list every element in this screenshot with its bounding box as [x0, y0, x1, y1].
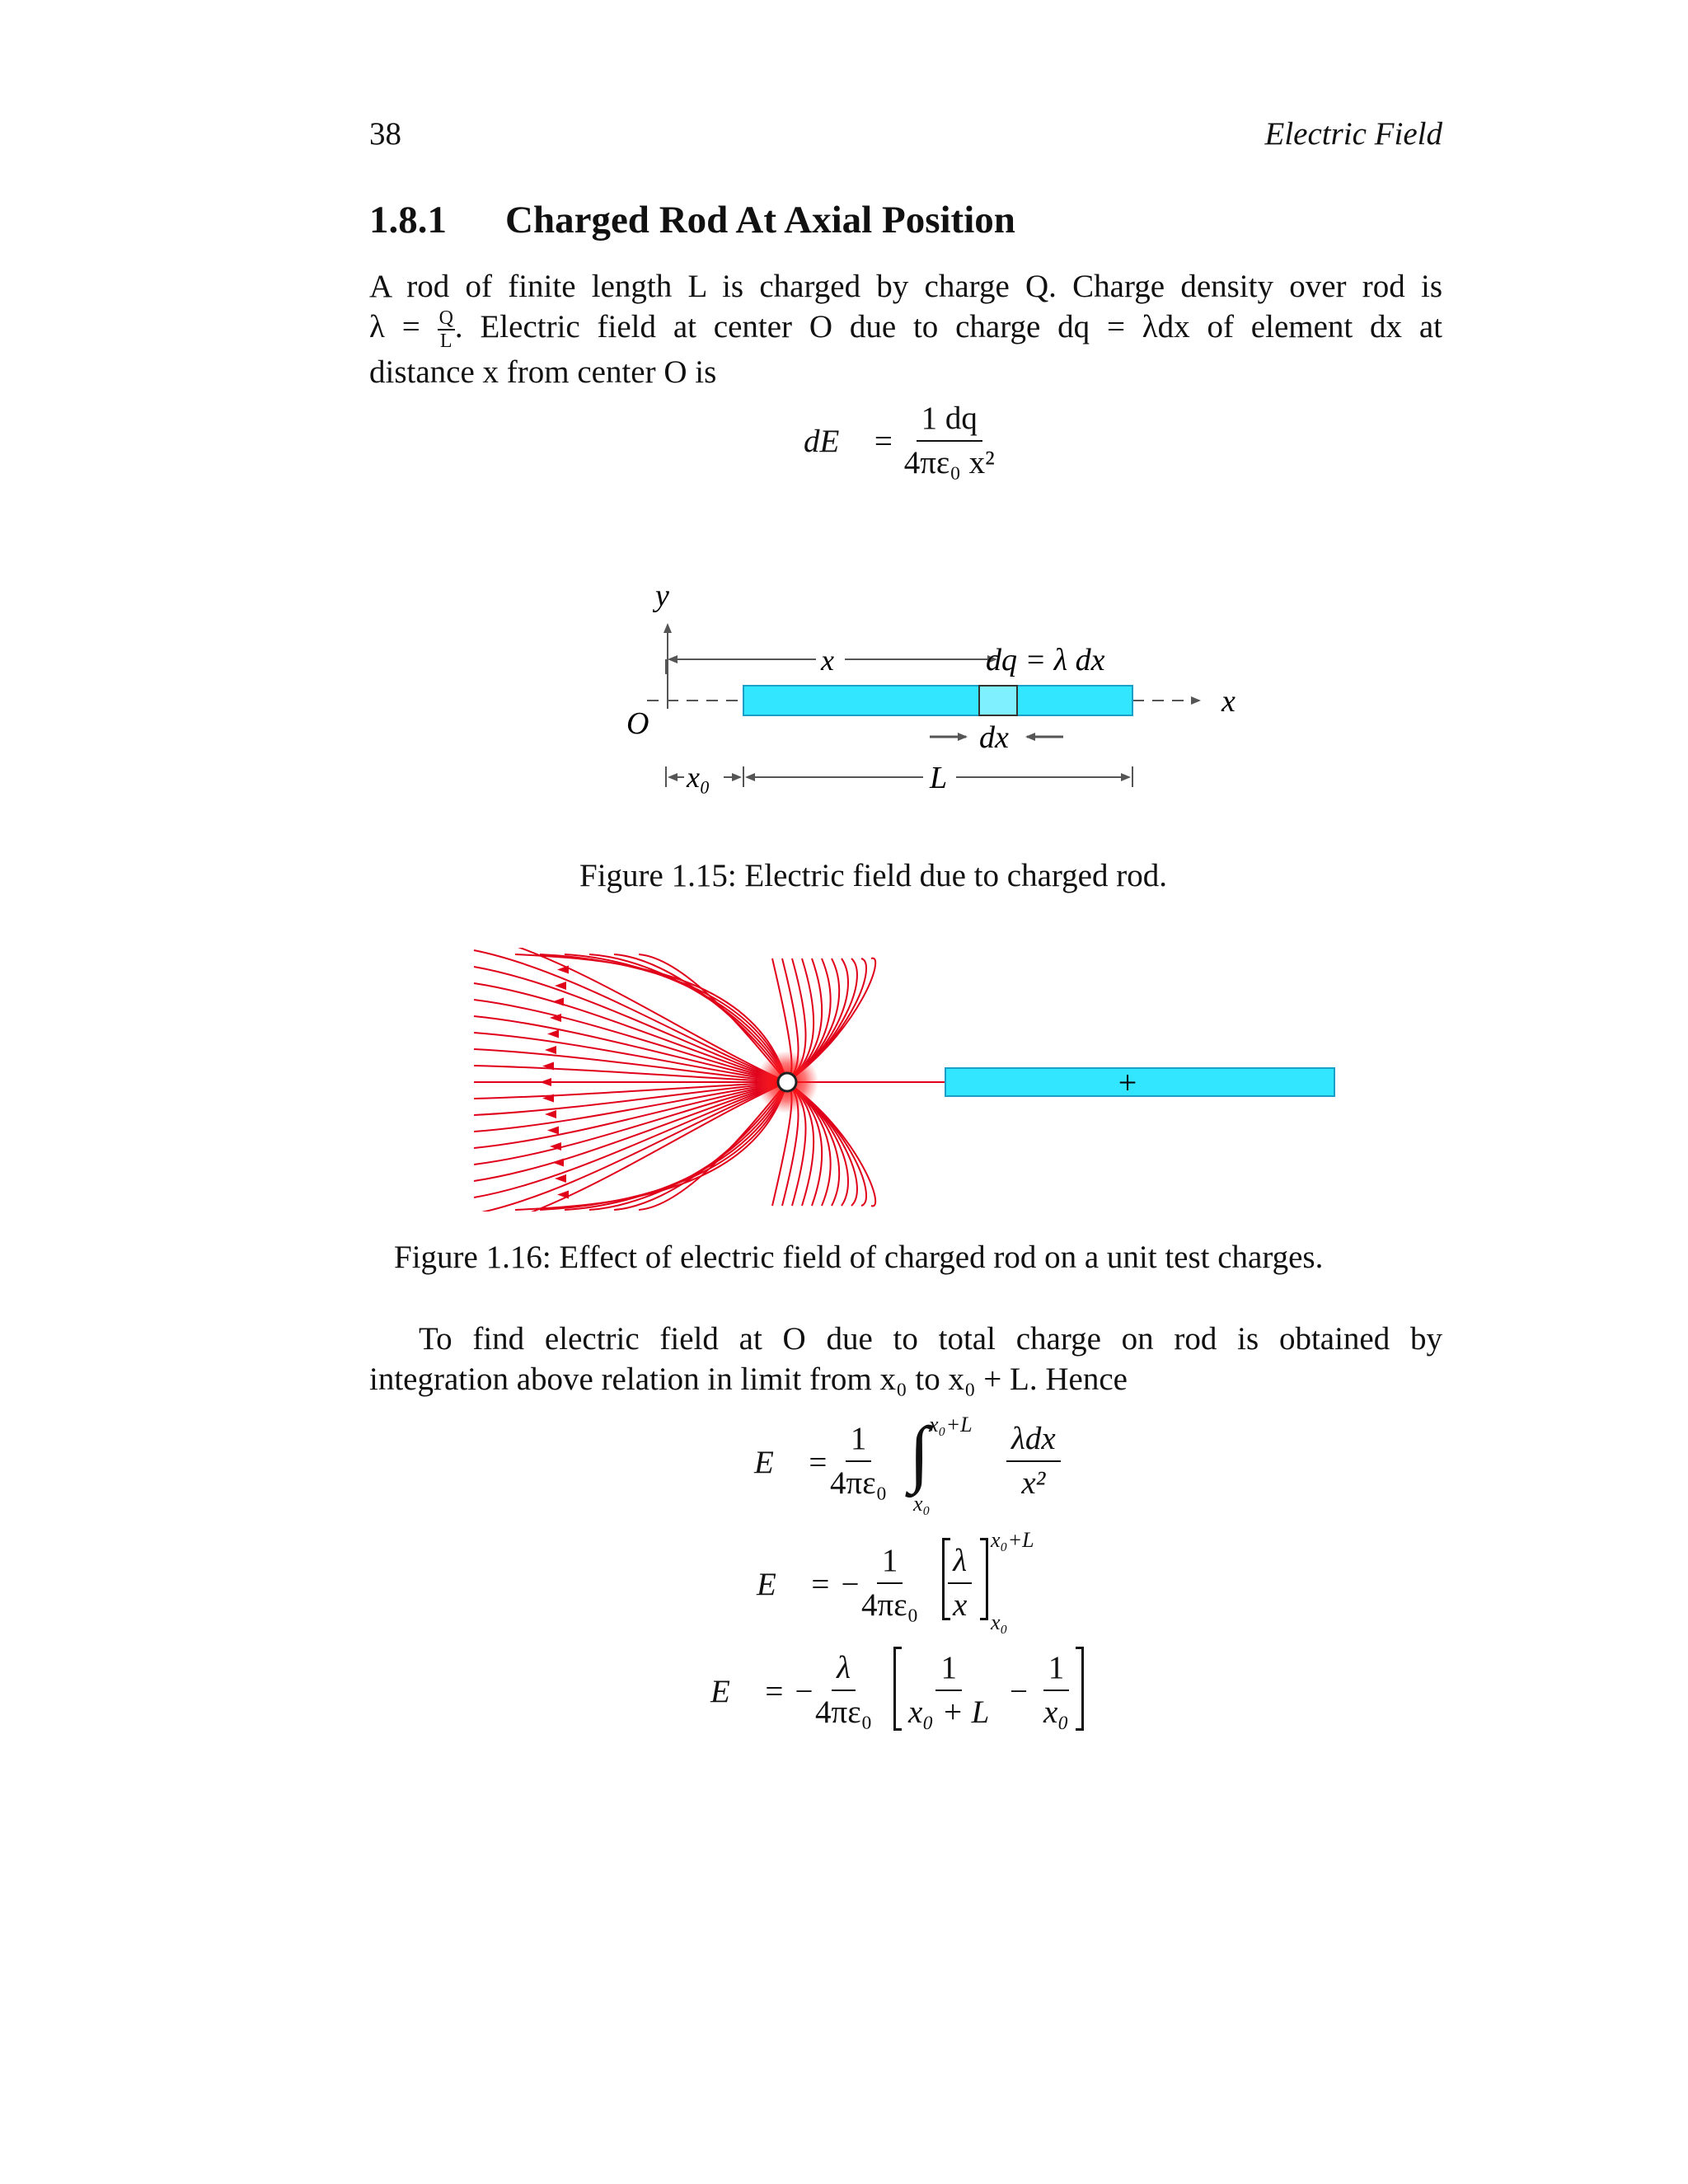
field-arrowhead — [545, 1110, 556, 1118]
eq4-term1-num: 1 — [935, 1648, 962, 1691]
eq4-term1-den: x₀ + L — [908, 1694, 990, 1730]
field-arrowhead — [557, 1191, 569, 1199]
eq2-integrand-num: λdx — [1006, 1419, 1061, 1462]
eq4-term2-num: 1 — [1043, 1648, 1070, 1691]
eq4-numerator: λ — [832, 1648, 856, 1691]
unit-test-charge — [778, 1073, 796, 1091]
body-line-2: integration above relation in limit from x₀ to x₀ + L. Hence — [369, 1361, 1128, 1397]
page-number: 38 — [369, 116, 401, 152]
eq1-lhs: dE⃗ = — [804, 423, 894, 459]
dx-label: dx — [979, 720, 1009, 755]
intro-line-3: distance x from center O is — [369, 354, 717, 391]
field-arrowhead — [557, 966, 569, 974]
eq4-lhs: E⃗ = − — [710, 1674, 815, 1709]
field-arrowhead — [545, 1046, 556, 1054]
eq2-lhs: E⃗ = — [754, 1445, 829, 1480]
body-paragraph — [369, 1319, 1442, 1399]
charged-rod — [743, 686, 1132, 715]
L-label: L — [930, 761, 948, 795]
intro-line-1: A rod of finite length L is charged by charge Q. Charge density over rod is — [369, 269, 1442, 304]
x-distance-label: x — [821, 644, 834, 677]
dq-label: dq = λ dx — [986, 643, 1105, 677]
field-arrowhead — [547, 1127, 559, 1135]
eq1-denominator: 4πε₀ x² — [903, 445, 995, 480]
body-line-1: To find electric field at O due to total charge on rod is obtained by — [419, 1321, 1442, 1357]
eq3-bracket-num: λ — [948, 1541, 972, 1584]
eq1-numerator: 1 dq — [917, 399, 982, 442]
figure-1-15-diagram — [0, 0, 1688, 865]
y-label: y — [655, 579, 669, 613]
intro-line-2: λ = $\frac{Q}{L}$ . Electric field at center O due to charge dq = λdx of element dx at — [369, 307, 1443, 353]
eq4-denominator: 4πε₀ — [815, 1694, 873, 1730]
eq4-minus: − — [1010, 1674, 1028, 1709]
field-arrowhead — [552, 1159, 564, 1167]
field-arrowhead — [547, 1030, 559, 1038]
section-title: Charged Rod At Axial Position — [505, 199, 1015, 241]
x0-label: x₀ — [687, 761, 710, 794]
rod-plus-sign: + — [1118, 1064, 1137, 1101]
q-over-l-fraction: $\frac{Q}{L}$ — [438, 307, 453, 353]
eq2-numerator: 1 — [846, 1419, 872, 1462]
section-number: 1.8.1 — [369, 199, 447, 241]
charged-rod-field — [945, 1068, 1334, 1096]
eq3-upper-limit: x₀+L — [991, 1528, 1034, 1552]
eq2-denominator: 4πε₀ — [830, 1465, 888, 1501]
field-arrowhead — [540, 1078, 551, 1086]
figure-1-16-caption: Figure 1.16: Effect of electric field of charged rod on a unit test charges. — [394, 1240, 1324, 1275]
eq3-lower-limit: x₀ — [991, 1610, 1008, 1634]
eq3-bracket-den: x — [953, 1587, 968, 1623]
integral-sign: ∫ — [909, 1413, 930, 1494]
eq2-upper-limit: x₀+L — [929, 1413, 973, 1436]
eq2-integrand-den: x² — [1021, 1465, 1046, 1501]
eq3-numerator: 1 — [877, 1541, 903, 1584]
field-line — [474, 1082, 787, 1132]
running-title: Electric Field — [1264, 116, 1442, 152]
field-arrowhead — [552, 998, 564, 1006]
figure-1-15-caption: Figure 1.15: Electric field due to charged rod. — [579, 858, 1167, 893]
eq3-lhs: E⃗ = − — [757, 1567, 861, 1602]
eq3-denominator: 4πε₀ — [861, 1587, 919, 1623]
eq4-term2-den: x₀ — [1043, 1694, 1069, 1730]
element-dx — [979, 686, 1017, 715]
eq2-lower-limit: x₀ — [913, 1492, 931, 1516]
figure-1-16-diagram — [0, 948, 1688, 1212]
field-line — [474, 1033, 787, 1082]
origin-label: O — [626, 706, 649, 741]
x-axis-label: x — [1221, 684, 1236, 719]
